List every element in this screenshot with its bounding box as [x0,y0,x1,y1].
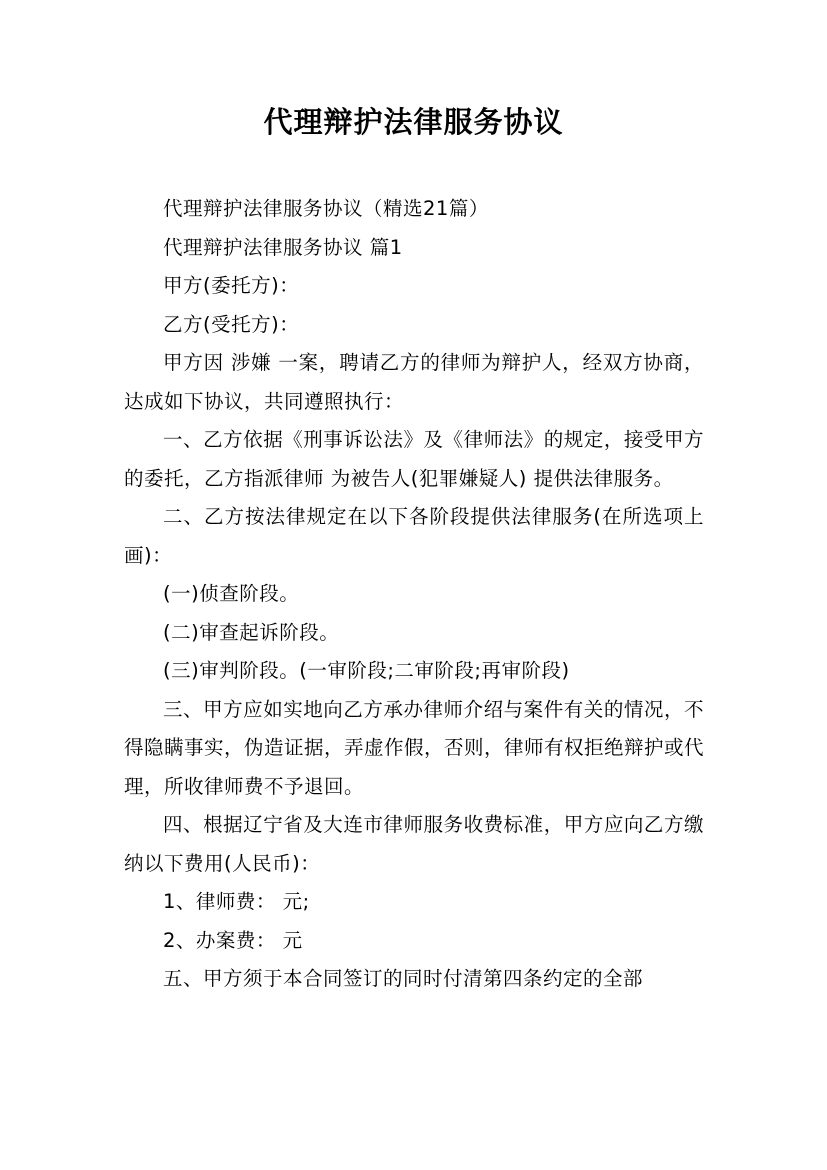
paragraph-clause-2: 二、乙方按法律规定在以下各阶段提供法律服务(在所选项上画)： [124,505,704,567]
document-body [124,190,704,999]
paragraph-stage-2: (二)审查起诉阶段。 [163,620,340,644]
paragraph-intro: 甲方因 涉嫌 一案，聘请乙方的律师为辩护人，经双方协商，达成如下协议，共同遵照执行： [124,351,704,413]
paragraph-fee-2: 2、办案费： 元 [163,928,303,952]
paragraph-clause-5: 五、甲方须于本合同签订的同时付清第四条约定的全部 [163,967,644,990]
paragraph-article-heading: 代理辩护法律服务协议 篇1 [163,235,403,259]
paragraph-stage-3: (三)审判阶段。(一审阶段;二审阶段;再审阶段) [163,659,570,682]
paragraph-clause-4: 四、根据辽宁省及大连市律师服务收费标准，甲方应向乙方缴纳以下费用(人民币)： [124,813,704,875]
paragraph-stage-1: (一)侦查阶段。 [163,582,300,605]
paragraph-clause-3: 三、甲方应如实地向乙方承办律师介绍与案件有关的情况，不得隐瞒事实，伪造证据，弄虚作假，否则，律师有权拒绝辩护或代理，所收律师费不予退回。 [124,697,705,798]
paragraph-fee-1: 1、律师费： 元; [163,890,310,913]
paragraph-party-b: 乙方(受托方)： [163,312,300,336]
paragraph-clause-1: 一、乙方依据《刑事诉讼法》及《律师法》的规定，接受甲方的委托，乙方指派律师 为被告人(犯罪嫌疑人) 提供法律服务。 [124,428,704,490]
paragraph-party-a: 甲方(委托方)： [163,274,300,297]
document-title: 代理辩护法律服务协议 [263,105,564,139]
paragraph-collection-heading: 代理辩护法律服务协议（精选21篇） [163,197,489,220]
